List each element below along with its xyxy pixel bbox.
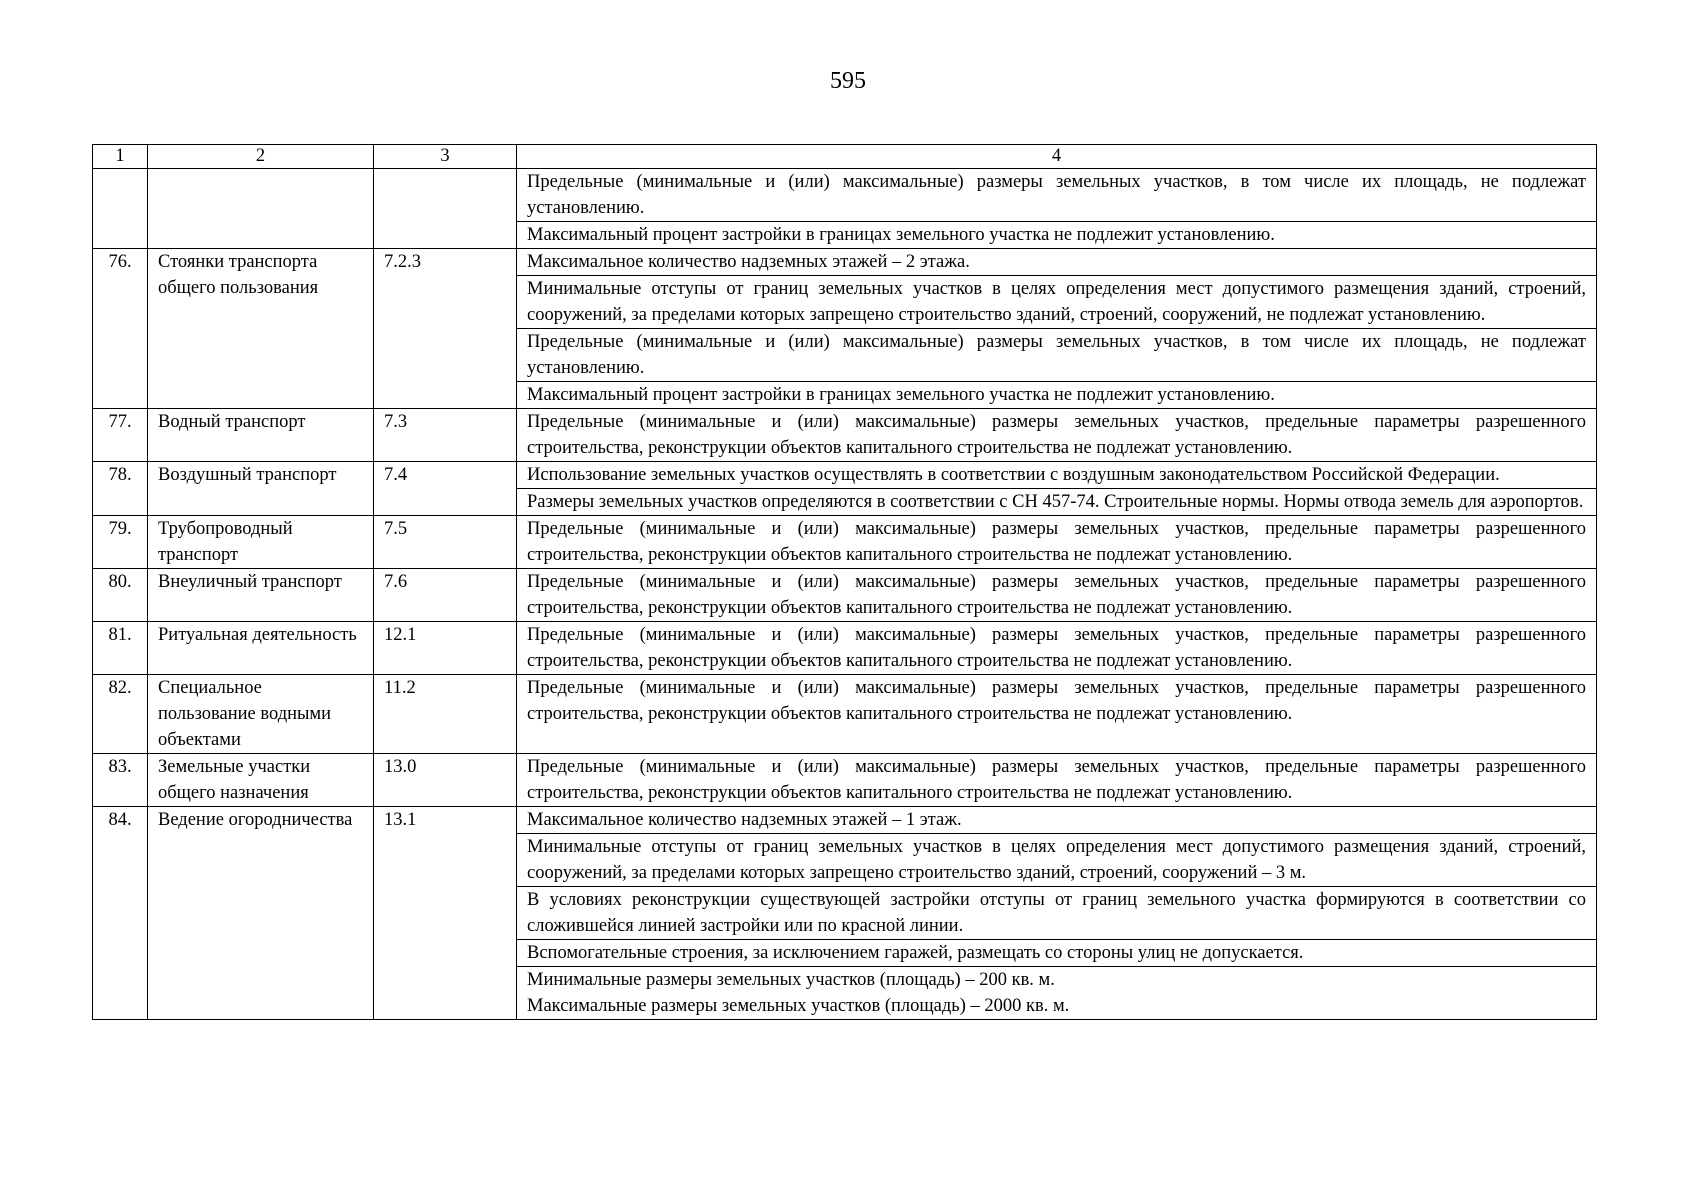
table-row xyxy=(93,169,1597,222)
column-number-row xyxy=(93,145,1597,169)
parameter-cell: Предельные (минимальные и (или) максимальные) размеры земельных участков, предельные параметры разрешенного строительства, реконструкции объектов капитального строительства не подлежат установлению. xyxy=(517,569,1597,622)
row-code: 7.5 xyxy=(374,516,517,569)
row-code: 7.4 xyxy=(374,462,517,516)
row-name: Ведение огородничества xyxy=(148,807,374,1020)
parameter-cell: Минимальные отступы от границ земельных участков в целях определения мест допустимого размещения зданий, строений, сооружений, за пределами которых запрещено строительство зданий, строений, сооружений, не подлежат установлению. xyxy=(517,276,1597,329)
parameter-cell: Предельные (минимальные и (или) максимальные) размеры земельных участков, предельные параметры разрешенного строительства, реконструкции объектов капитального строительства не подлежат установлению. xyxy=(517,622,1597,675)
parameter-cell: Максимальный процент застройки в границах земельного участка не подлежит установлению. xyxy=(517,222,1597,249)
row-name: Земельные участки общего назначения xyxy=(148,754,374,807)
table-row xyxy=(93,516,1597,569)
parameter-cell: Максимальное количество надземных этажей – 1 этаж. xyxy=(517,807,1597,834)
column-header-4: 4 xyxy=(517,145,1597,169)
row-code: 7.6 xyxy=(374,569,517,622)
row-code: 11.2 xyxy=(374,675,517,754)
min-plot-size-text: Минимальные размеры земельных участков (площадь) – 200 кв. м. xyxy=(527,970,1055,990)
parameter-cell: Предельные (минимальные и (или) максимальные) размеры земельных участков, предельные параметры разрешенного строительства, реконструкции объектов капитального строительства не подлежат установлению. xyxy=(517,516,1597,569)
table-row xyxy=(93,754,1597,807)
row-number: 82. xyxy=(93,675,148,754)
row-name: Стоянки транспорта общего пользования xyxy=(148,249,374,409)
row-number: 78. xyxy=(93,462,148,516)
row-number-cell xyxy=(93,169,148,249)
parameter-cell: Предельные (минимальные и (или) максимальные) размеры земельных участков, в том числе их площадь, не подлежат установлению. xyxy=(517,169,1597,222)
row-number: 80. xyxy=(93,569,148,622)
table-row xyxy=(93,569,1597,622)
column-header-2: 2 xyxy=(148,145,374,169)
parameter-cell: Максимальное количество надземных этажей – 2 этажа. xyxy=(517,249,1597,276)
row-number: 84. xyxy=(93,807,148,1020)
table-row xyxy=(93,409,1597,462)
row-name: Водный транспорт xyxy=(148,409,374,462)
row-number: 81. xyxy=(93,622,148,675)
regulations-table xyxy=(92,144,1597,1020)
row-name-cell xyxy=(148,169,374,249)
row-code: 13.1 xyxy=(374,807,517,1020)
row-name: Трубопроводный транспорт xyxy=(148,516,374,569)
parameter-cell: Минимальные отступы от границ земельных участков в целях определения мест допустимого размещения зданий, строений, сооружений, за пределами которых запрещено строительство зданий, строений, сооружений – 3 м. xyxy=(517,834,1597,887)
row-code: 7.2.3 xyxy=(374,249,517,409)
parameter-cell: Максимальный процент застройки в границах земельного участка не подлежит установлению. xyxy=(517,382,1597,409)
table-row xyxy=(93,622,1597,675)
parameter-cell: Вспомогательные строения, за исключением гаражей, размещать со стороны улиц не допускается. xyxy=(517,940,1597,967)
row-name: Ритуальная деятельность xyxy=(148,622,374,675)
parameter-cell: Предельные (минимальные и (или) максимальные) размеры земельных участков, предельные параметры разрешенного строительства, реконструкции объектов капитального строительства не подлежат установлению. xyxy=(517,754,1597,807)
parameter-cell: В условиях реконструкции существующей застройки отступы от границ земельного участка формируются в соответствии со сложившейся линией застройки или по красной линии. xyxy=(517,887,1597,940)
row-code: 7.3 xyxy=(374,409,517,462)
table-row xyxy=(93,249,1597,276)
parameter-cell xyxy=(517,967,1597,1020)
page-number: 595 xyxy=(830,68,866,94)
parameter-cell: Предельные (минимальные и (или) максимальные) размеры земельных участков, предельные параметры разрешенного строительства, реконструкции объектов капитального строительства не подлежат установлению. xyxy=(517,409,1597,462)
row-code: 12.1 xyxy=(374,622,517,675)
row-name: Воздушный транспорт xyxy=(148,462,374,516)
column-header-3: 3 xyxy=(374,145,517,169)
parameter-cell: Размеры земельных участков определяются в соответствии с СН 457-74. Строительные нормы. Нормы отвода земель для аэропортов. xyxy=(517,489,1597,516)
table-row xyxy=(93,675,1597,754)
row-number: 79. xyxy=(93,516,148,569)
row-name: Внеуличный транспорт xyxy=(148,569,374,622)
column-header-1: 1 xyxy=(93,145,148,169)
max-plot-size-text: Максимальные размеры земельных участков (площадь) – 2000 кв. м. xyxy=(527,996,1070,1016)
parameter-cell: Предельные (минимальные и (или) максимальные) размеры земельных участков, в том числе их площадь, не подлежат установлению. xyxy=(517,329,1597,382)
table-row xyxy=(93,807,1597,834)
row-number: 76. xyxy=(93,249,148,409)
parameter-cell: Предельные (минимальные и (или) максимальные) размеры земельных участков, предельные параметры разрешенного строительства, реконструкции объектов капитального строительства не подлежат установлению. xyxy=(517,675,1597,754)
row-code: 13.0 xyxy=(374,754,517,807)
parameter-cell: Использование земельных участков осуществлять в соответствии с воздушным законодательством Российской Федерации. xyxy=(517,462,1597,489)
row-code-cell xyxy=(374,169,517,249)
table-row xyxy=(93,462,1597,489)
row-name: Специальное пользование водными объектами xyxy=(148,675,374,754)
row-number: 77. xyxy=(93,409,148,462)
row-number: 83. xyxy=(93,754,148,807)
